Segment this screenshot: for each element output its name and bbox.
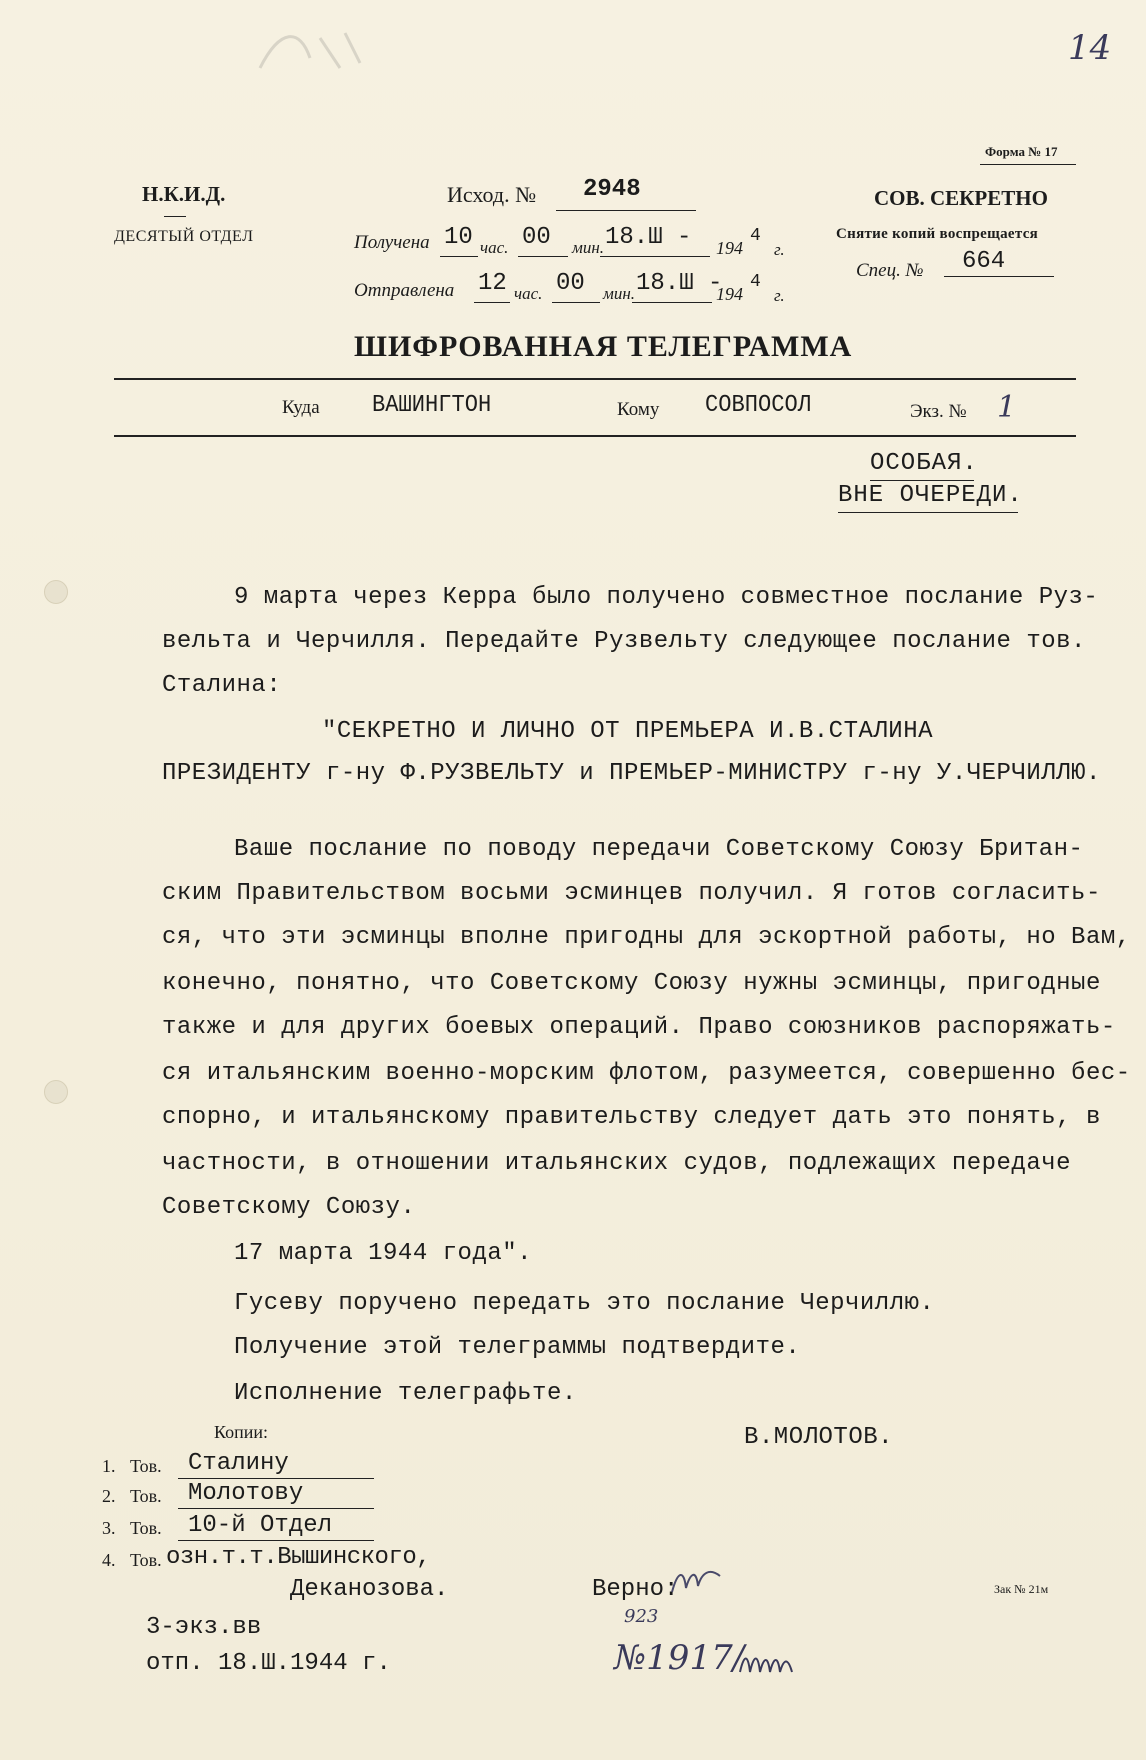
outgoing-number: 2948 xyxy=(583,176,641,203)
department-name: ДЕСЯТЫЙ ОТДЕЛ xyxy=(114,228,254,245)
priority-special: ОСОБАЯ. xyxy=(870,450,978,477)
copy-item-number: 4. xyxy=(102,1550,116,1570)
to-label: Кому xyxy=(617,399,660,420)
received-label: Получена xyxy=(354,232,430,253)
sent-label: Отправлена xyxy=(354,280,455,301)
closing-line: Гусеву поручено передать это послание Черчиллю. xyxy=(234,1290,935,1317)
copy-recipient: Сталину xyxy=(188,1450,289,1477)
bleed-through-marks xyxy=(250,18,370,78)
copies-label: Копии: xyxy=(214,1422,269,1442)
hour-label: час. xyxy=(480,238,509,257)
body-line: ским Правительством восьми эсминцев получил. Я готов согласить- xyxy=(162,880,1101,907)
copy-recipient: 10-й Отдел xyxy=(188,1512,333,1539)
copy-ban-notice: Снятие копий воспрещается xyxy=(836,226,1039,242)
copy-item-number: 2. xyxy=(102,1486,116,1506)
to-value: СОВПОСОЛ xyxy=(705,392,812,419)
body-line: 9 марта через Керра было получено совместное послание Руз- xyxy=(234,584,1099,611)
outgoing-label: Исход. № xyxy=(447,182,537,207)
spec-number: 664 xyxy=(962,248,1006,275)
priority-urgent: ВНЕ ОЧЕРЕДИ. xyxy=(838,482,1023,509)
sent-year-digit: 4 xyxy=(750,272,761,292)
handwritten-number: 923 xyxy=(624,1606,659,1627)
minute-label: мин. xyxy=(603,284,636,303)
handwritten-registry: №1917/ xyxy=(614,1638,745,1678)
punch-hole xyxy=(44,1080,68,1104)
form-label: Форма № 17 xyxy=(985,144,1058,159)
sent-minute: 00 xyxy=(556,270,585,297)
copy-item-number: 3. xyxy=(102,1518,116,1538)
copy-item-tov: Тов. xyxy=(130,1456,162,1476)
copy-number-value: 1 xyxy=(997,390,1017,425)
year-prefix: 194 xyxy=(716,238,743,258)
copy-item-tov: Тов. xyxy=(130,1486,162,1506)
message-heading: ПРЕЗИДЕНТУ г-ну Ф.РУЗВЕЛЬТУ и ПРЕМЬЕР-МИНИСТРУ г-ну У.ЧЕРЧИЛЛЮ. xyxy=(162,760,1101,787)
received-year-digit: 4 xyxy=(750,226,761,246)
copy-number-label: Экз. № xyxy=(910,401,967,422)
body-line: вельта и Черчилля. Передайте Рузвельту следующее послание тов. xyxy=(162,628,1086,655)
hour-label: час. xyxy=(514,284,543,303)
body-line: ся, что эти эсминцы вполне пригодны для эскортной работы, но Вам, xyxy=(162,924,1131,951)
year-prefix: 194 xyxy=(716,284,743,304)
verification-scribble xyxy=(668,1562,724,1604)
punch-hole xyxy=(44,580,68,604)
copy-recipient-continued: Деканозова. xyxy=(290,1576,449,1603)
body-line: Ваше послание по поводу передачи Советскому Союзу Британ- xyxy=(234,836,1084,863)
secrecy-stamp: СОВ. СЕКРЕТНО xyxy=(874,186,1048,210)
body-line: ся итальянским военно-морским флотом, разумеется, совершенно бес- xyxy=(162,1060,1131,1087)
sent-date: 18.Ш - xyxy=(636,270,723,297)
received-date: 18.Ш - xyxy=(605,224,692,251)
body-line: Советскому Союзу. xyxy=(162,1194,416,1221)
spec-label: Спец. № xyxy=(856,260,924,281)
closing-line: Получение этой телеграммы подтвердите. xyxy=(234,1334,801,1361)
copy-recipient: озн.т.т.Вышинского, xyxy=(166,1544,431,1571)
sent-hour: 12 xyxy=(478,270,507,297)
received-hour: 10 xyxy=(444,224,473,251)
body-line: спорно, и итальянскому правительству следует дать это понять, в xyxy=(162,1104,1101,1131)
message-heading: "СЕКРЕТНО И ЛИЧНО ОТ ПРЕМЬЕРА И.В.СТАЛИНА xyxy=(322,718,933,745)
copy-item-tov: Тов. xyxy=(130,1518,162,1538)
message-date: 17 марта 1944 года". xyxy=(234,1240,533,1267)
year-suffix: г. xyxy=(774,286,785,305)
body-line: конечно, понятно, что Советскому Союзу нужны эсминцы, пригодные xyxy=(162,970,1101,997)
body-line: также и для других боевых операций. Право союзников распоряжать- xyxy=(162,1014,1116,1041)
org-name: Н.К.И.Д. xyxy=(142,182,226,206)
signature: В.МОЛОТОВ. xyxy=(744,1424,894,1451)
received-minute: 00 xyxy=(522,224,551,251)
copy-recipient: Молотову xyxy=(188,1480,304,1507)
handwritten-registry-scribble xyxy=(738,1646,798,1680)
archive-sheet-number: 14 xyxy=(1068,28,1112,68)
where-label: Куда xyxy=(282,397,320,418)
minute-label: мин. xyxy=(572,238,605,257)
body-line: частности, в отношении итальянских судов, подлежащих передаче xyxy=(162,1150,1072,1177)
where-value: ВАШИНГТОН xyxy=(372,392,492,419)
copy-item-tov: Тов. xyxy=(130,1550,162,1570)
closing-line: Исполнение телеграфьте. xyxy=(234,1380,577,1407)
dispatch-note: отп. 18.Ш.1944 г. xyxy=(146,1650,391,1677)
document-title: ШИФРОВАННАЯ ТЕЛЕГРАММА xyxy=(354,330,853,363)
verno-label: Верно: xyxy=(592,1576,679,1603)
body-line: Сталина: xyxy=(162,672,282,699)
copy-item-number: 1. xyxy=(102,1456,116,1476)
copies-count: 3-экз.вв xyxy=(146,1614,262,1641)
order-number: Зак № 21м xyxy=(994,1582,1049,1596)
year-suffix: г. xyxy=(774,240,785,259)
